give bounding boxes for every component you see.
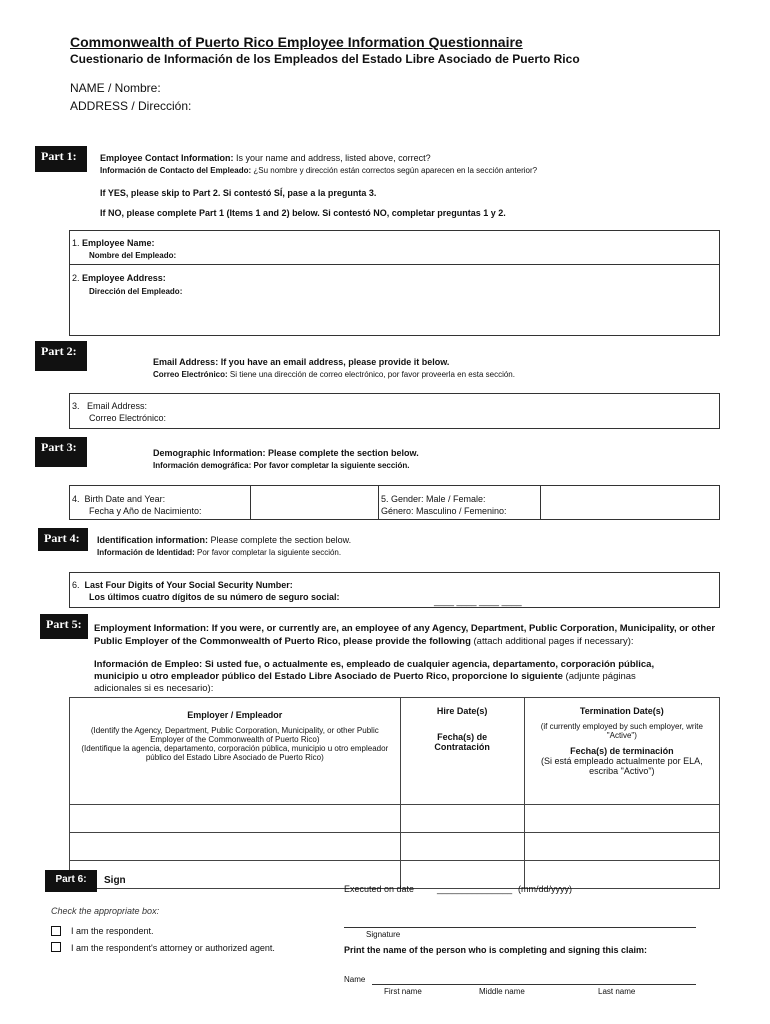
hire-date-column-es: Fecha(s) de Contratación	[434, 732, 490, 752]
attorney-option-label: I am the respondent's attorney or authorized agent.	[71, 943, 275, 953]
part2-heading-es-rest: Si tiene una dirección de correo electrónico, por favor proveerla en esta sección.	[229, 370, 515, 379]
gender-input[interactable]	[542, 487, 718, 518]
termination-column-title: Termination Date(s)	[579, 706, 664, 716]
part1-heading-es-bold: Información de Contacto del Empleado:	[100, 166, 252, 175]
part4-heading-bold: Identification information:	[97, 535, 208, 545]
signature-input[interactable]	[344, 912, 696, 926]
termination-column-desc: (if currently employed by such employer, write "Active")	[540, 722, 703, 740]
part5-heading-rest: (attach additional pages if necessary):	[473, 636, 634, 647]
part6-label: Part 6:	[45, 870, 97, 892]
item3-num: 3.	[72, 401, 80, 411]
hire-date-column-header	[400, 698, 524, 805]
employer-column-header	[70, 698, 401, 805]
hire-date-cell[interactable]	[400, 833, 524, 861]
email-input[interactable]	[230, 396, 710, 426]
table-row	[70, 833, 720, 861]
termination-column-header	[524, 698, 719, 805]
part2-label: Part 2:	[35, 341, 87, 371]
printed-name-input[interactable]	[372, 970, 696, 984]
executed-date-blank: _______________	[437, 884, 513, 894]
part1-heading-es	[100, 166, 537, 175]
item5-label-es: Género: Masculino / Femenino:	[381, 506, 507, 516]
part1-heading	[100, 153, 431, 163]
item3-label	[72, 401, 147, 411]
employer-column-desc: (Identify the Agency, Department, Public Corporation, Municipality, or other Public Employer of the Commonwealth of Puerto Rico)	[90, 726, 379, 744]
item3-label-es: Correo Electrónico:	[89, 413, 167, 423]
employment-table-header	[70, 698, 720, 805]
part1-yes-instruction: If YES, please skip to Part 2. Si contestó SÍ, pase a la pregunta 3.	[100, 188, 377, 198]
hire-date-column-title: Hire Date(s)	[436, 706, 488, 716]
part3-heading-es: Información demográfica: Por favor completar la siguiente sección.	[153, 461, 410, 470]
part6-title: Sign	[104, 875, 126, 886]
termination-cell[interactable]	[524, 805, 719, 833]
employer-cell[interactable]	[70, 833, 401, 861]
item1-title: Employee Name:	[82, 238, 155, 248]
attorney-checkbox[interactable]	[51, 942, 61, 952]
part2-heading-es	[153, 370, 515, 379]
part4-heading-es	[97, 548, 341, 557]
part1-heading-rest: Is your name and address, listed above, correct?	[236, 153, 431, 163]
table-row	[70, 805, 720, 833]
demographic-divider-3	[540, 485, 541, 520]
birth-date-input[interactable]	[252, 487, 376, 518]
item2-num: 2.	[72, 273, 80, 283]
employee-address-input[interactable]	[230, 268, 710, 332]
item6-label	[72, 580, 293, 590]
item6-num: 6.	[72, 580, 80, 590]
part4-heading-es-rest: Por favor completar la siguiente sección.	[197, 548, 342, 557]
demographic-divider-2	[378, 485, 379, 520]
check-prompt: Check the appropriate box:	[51, 906, 160, 916]
item1-num: 1.	[72, 238, 80, 248]
part1-no-instruction: If NO, please complete Part 1 (Items 1 and 2) below. Si contestó NO, completar preguntas 1 y 2.	[100, 208, 506, 218]
part2-heading: Email Address: If you have an email address, please provide it below.	[153, 357, 450, 367]
item1-label	[72, 238, 155, 248]
part5-heading-es-bold: Información de Empleo: Si usted fue, o actualmente es, empleado de cualquier agencia, departamento, corporación pública, municipio u otro empleador público del Estado Libre Asociado de Puerto Rico, proporcione lo siguiente	[94, 659, 655, 682]
last-name-label: Last name	[598, 987, 636, 996]
document-title: Commonwealth of Puerto Rico Employee Information Questionnaire	[70, 34, 523, 50]
part3-label: Part 3:	[35, 437, 87, 467]
part5-heading-bold: Employment Information: If you were, or currently are, an employee of any Agency, Department, Public Corporation, Municipality, or other Public Employer of the Commonwealth of Puerto Rico, please provide the following	[94, 623, 716, 647]
part1-heading-bold: Employee Contact Information:	[100, 153, 234, 163]
employer-cell[interactable]	[70, 805, 401, 833]
address-label: ADDRESS / Dirección:	[70, 99, 192, 113]
print-name-prompt: Print the name of the person who is completing and signing this claim:	[344, 945, 648, 955]
employee-name-input[interactable]	[230, 234, 710, 262]
executed-date-input[interactable]	[437, 880, 517, 896]
item1-label-es: Nombre del Empleado:	[89, 251, 177, 260]
item2-title: Employee Address:	[82, 273, 166, 283]
employer-column-title: Employer / Empleador	[187, 710, 283, 720]
part4-heading	[97, 535, 351, 545]
executed-date-format: (mm/dd/yyyy)	[518, 884, 572, 894]
part5-label: Part 5:	[40, 614, 88, 639]
employer-column-desc-es: (Identifique la agencia, departamento, corporación pública, municipio u otro empleador público del Estado Libre Asociado de Puerto Rico)	[81, 744, 389, 762]
part5-heading	[94, 622, 722, 648]
part3-heading: Demographic Information: Please complete the section below.	[153, 448, 419, 458]
item4-num: 4.	[72, 494, 80, 504]
hire-date-cell[interactable]	[400, 805, 524, 833]
employment-table	[69, 697, 720, 889]
item3-title: Email Address:	[87, 401, 148, 411]
item6-label-es: Los últimos cuatro dígitos de su número de seguro social:	[89, 592, 340, 602]
name-line	[372, 984, 696, 985]
part4-heading-rest: Please complete the section below.	[210, 535, 352, 545]
part5-heading-es	[94, 659, 684, 695]
part2-heading-es-bold: Correo Electrónico:	[153, 370, 228, 379]
signature-label: Signature	[366, 930, 401, 939]
ssn-blank-line: ____ ____ ____ ____	[434, 596, 522, 606]
name-label: Name	[344, 975, 366, 984]
item5-label: 5. Gender: Male / Female:	[381, 494, 486, 504]
demographic-divider-1	[250, 485, 251, 520]
item4-title: Birth Date and Year:	[84, 494, 166, 504]
part1-heading-es-rest: ¿Su nombre y dirección están correctos según aparecen en la sección anterior?	[253, 166, 538, 175]
part5-heading-es-rest: (adjunte páginas adicionales si es necesario):	[94, 671, 636, 694]
termination-column-es-title: Fecha(s) de terminación	[570, 746, 674, 756]
part1-divider	[69, 264, 720, 265]
item4-label-es: Fecha y Año de Nacimiento:	[89, 506, 202, 516]
termination-cell[interactable]	[524, 833, 719, 861]
part4-heading-es-bold: Información de Identidad:	[97, 548, 195, 557]
item4-label	[72, 494, 165, 504]
termination-column-es-desc: (Si está empleado actualmente por ELA, escriba "Activo")	[541, 756, 703, 776]
item2-label	[72, 273, 166, 283]
executed-date-label: Executed on date	[344, 884, 415, 894]
name-label: NAME / Nombre:	[70, 81, 161, 95]
ssn-input[interactable]	[430, 586, 560, 604]
respondent-checkbox[interactable]	[51, 926, 61, 936]
item6-title: Last Four Digits of Your Social Security Number:	[84, 580, 293, 590]
part4-label: Part 4:	[38, 528, 88, 551]
first-name-label: First name	[384, 987, 422, 996]
respondent-option-label: I am the respondent.	[71, 926, 154, 936]
ssn-box	[69, 572, 720, 608]
item2-label-es: Dirección del Empleado:	[89, 287, 183, 296]
middle-name-label: Middle name	[479, 987, 525, 996]
signature-line	[344, 927, 696, 928]
document-subtitle: Cuestionario de Información de los Empleados del Estado Libre Asociado de Puerto Rico	[70, 52, 580, 66]
part1-label: Part 1:	[35, 146, 87, 172]
